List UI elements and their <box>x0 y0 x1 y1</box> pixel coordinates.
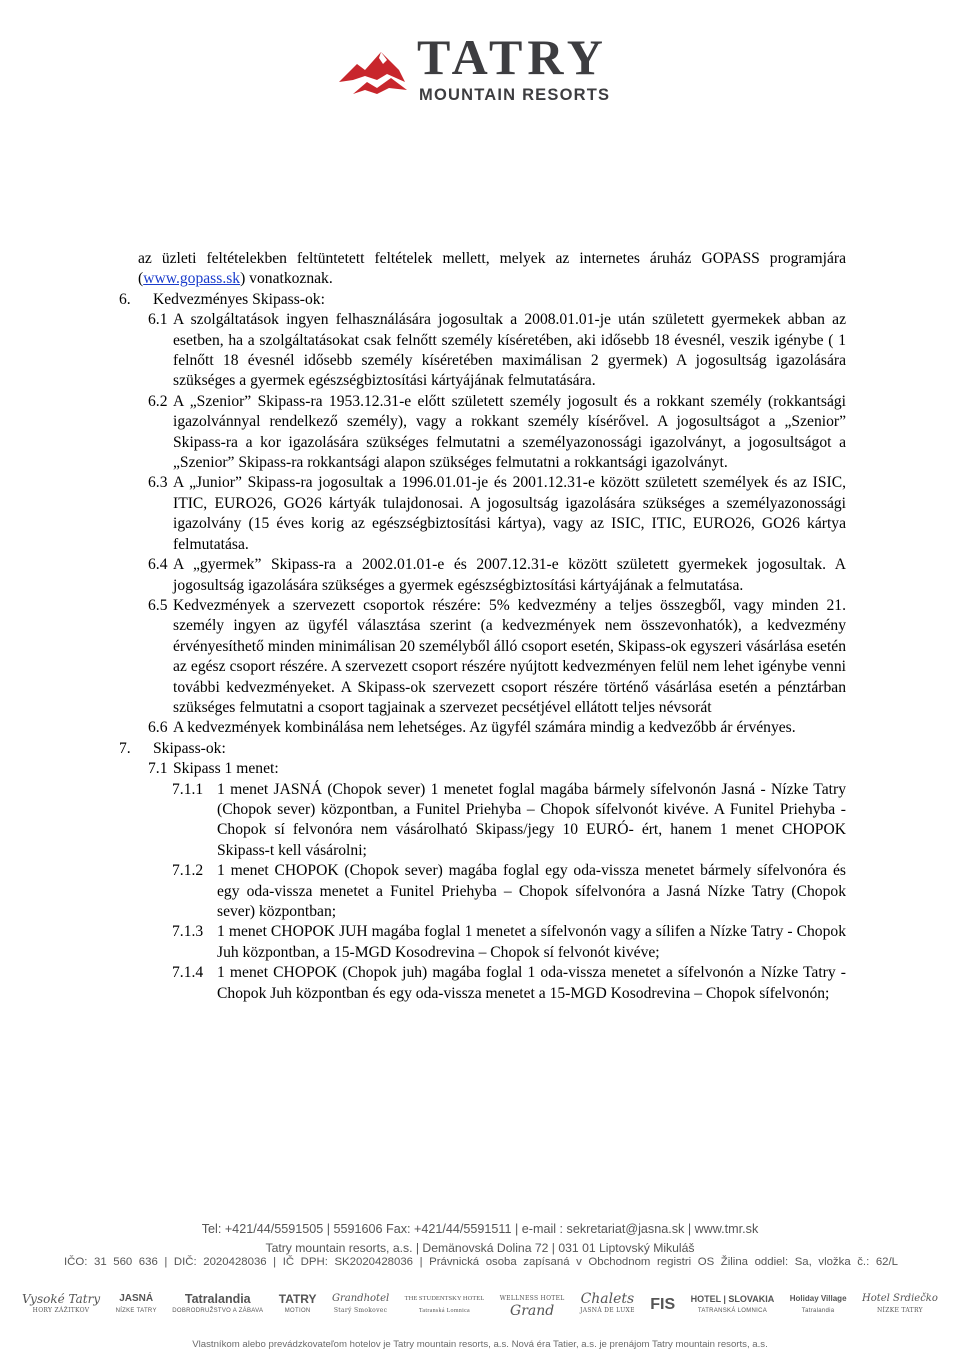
section-6-6: 6.6 A kedvezmények kombinálása nem lehetséges. Az ügyfél számára mindig a kedvezőbb ár érvényes. <box>148 719 796 737</box>
partner-logos <box>22 1284 938 1326</box>
section-7-1-2: 7.1.2 1 menet CHOPOK (Chopok sever) magába foglal egy oda-vissza menetet bármely sífelvonóra és egy oda-vissza menetet a Funitel Priehyba – Chopok sífelvonóra a Jasná Nízke Tatry (Chopok sever) központban; <box>172 862 846 920</box>
partner-logo-studentsky-hotel: THE STUDENTSKY HOTEL Tatranská Lomnica <box>404 1295 485 1314</box>
partner-logo-chalets: Chalets JASNÁ DE LUXE <box>580 1291 635 1314</box>
section-7-1: 7.1 Skipass 1 menet: <box>148 760 279 778</box>
footer-registry: IČO: 31 560 636 | DIČ: 2020428036 | IČ DPH: SK2020428036 | Právnická osoba zapísaná v Obchodnom registri OS Žilina oddiel: Sa, vložka č.: 62/L <box>64 1256 898 1268</box>
section-7-1-4: 7.1.4 1 menet CHOPOK (Chopok juh) magába foglal 1 oda-vissza menetet a sífelvonón a Nízke Tatry - Chopok Juh központban és egy oda-vissza menetet a 15-MGD Kosodrevina – Chopok sífelvonón; <box>172 964 846 1002</box>
brand-subtitle: MOUNTAIN RESORTS <box>419 86 611 104</box>
section-6-5: 6.5 Kedvezmények a szervezett csoportok részére: 5% kedvezmény a teljes összegből, vagy minden 21. személy ingyen az ügyfél választása szerint (a kedvezmények nem összevonhatók), a kedvezmény érvényesíthető minden minimálisan 20 személyből álló csoport esetén, Skipass-ok egyszeri vásárlása esetén az egész csoport részére. A szervezett csoport részére nyújtott kedvezményen felül nem lehet igénybe venni további kedvezményeket. A Skipass-ok szervezett csoport részére történő vásárlása esetén a pénztárban szükséges felmutatni a csoport tagjainak a szervezet pecsétjével ellátott teljes névsorát <box>148 596 846 716</box>
tatry-logo <box>335 30 625 110</box>
section-6-1: 6.1 A szolgáltatások ingyen felhasználására jogosultak a 2008.01.01-je után született gyermekek abban az esetben, ha a szolgáltatásokat csak felnőtt személy kíséretében, aki idősebb 18 évesnél, veszik igénybe ( 1 felnőtt 18 évesnél idősebb személy kíséretében maximálisan 2 gyermek) A jogosultság igazolására szükséges a gyermek egészségbiztosítási kártyájának felmutatására. <box>148 311 846 390</box>
section-7-heading: 7. Skipass-ok: <box>119 739 226 757</box>
gopass-link[interactable]: www.gopass.sk <box>143 270 241 288</box>
brand-name: TATRY <box>417 29 608 85</box>
partner-logo-jasna: JASNÁ NÍZKE TATRY <box>115 1293 157 1314</box>
document-body <box>119 249 846 1004</box>
footer-ownership-note: Vlastníkom alebo prevádzkovateľom hotelov je Tatry mountain resorts, a.s. Nová éra Tatier, a.s. je prenájom Tatry mountain resorts, a.s. <box>192 1339 768 1350</box>
section-7-1-1: 7.1.1 1 menet JASNÁ (Chopok sever) 1 menetet foglal magába bármely sífelvonón Jasná - Nízke Tatry (Chopok sever) központban, a Funitel Priehyba – Chopok sífelvonót kivéve. A Funitel Priehyba - Chopok sí felvonóra nem vásárolható Skipass/jegy 10 EURÓ- ért, hanem 1 menet CHOPOK Skipass-t kell vásárolni; <box>172 780 846 859</box>
partner-logo-tatralandia: Tatralandia DOBRODRUŽSTVO A ZÁBAVA <box>172 1292 264 1314</box>
partner-logo-vysoke-tatry: Vysoké Tatry HORY ZÁŽITKOV <box>22 1292 101 1314</box>
intro-paragraph: az üzleti feltételekben feltüntetett feltételek mellett, melyek az internetes áruház GOPASS programjára (www.gopass.sk) vonatkoznak. <box>138 250 846 288</box>
partner-logo-grandhotel: Grandhotel Starý Smokovec <box>332 1293 390 1314</box>
partner-logo-fis: FIS <box>650 1296 676 1313</box>
section-6-3: 6.3 A „Junior” Skipass-ra jogosultak a 1996.01.01-je és 2001.12.31-e között született személyek és az ISIC, ITIC, EURO26, GO26 kártyák tulajdonosai. A jogosultság igazolására szükséges a személyazonossági igazolvány (15 éves korig az egészségbiztosítási kártya), vagy az ISIC, ITIC, EURO26, GO26 kártya felmutatása. <box>148 474 846 553</box>
partner-logo-tatry-motion: TATRY MOTION <box>278 1292 317 1314</box>
partner-logo-hotel-slovakia: HOTEL | SLOVAKIA TATRANSKÁ LOMNICA <box>690 1294 775 1314</box>
partner-logo-hotel-srdiecko: Hotel Srdiečko NÍZKE TATRY <box>861 1293 938 1314</box>
section-6-2: 6.2 A „Szenior” Skipass-ra 1953.12.31-e előtt született személy jogosult és a rokkant személy (rokkantsági igazolvánnyal rendelkező személy), vagy a rokkant személy kísérővel. A jogosultságot a „Szenior” Skipass-ra a kor igazolására szükséges felmutatni a személyazonossági igazolványt, a jogosultságot a „Szenior” Skipass-ra rokkantsági alapon szükséges felmutatni a rokkantsági igazolványt. <box>148 392 846 472</box>
footer-address: Tatry mountain resorts, a.s. | Demänovská Dolina 72 | 031 01 Liptovský Mikuláš <box>265 1241 695 1255</box>
section-7-1-3: 7.1.3 1 menet CHOPOK JUH magába foglal 1 menetet a sífelvonón vagy a sílifen a Nízke Tatry - Chopok Juh központban, a 15-MGD Kosodrevina – Chopok sí felvonót kivéve; <box>172 923 846 961</box>
partner-logo-grand-wellness: WELLNESS HOTEL Grand <box>499 1295 565 1319</box>
section-6-4: 6.4 A „gyermek” Skipass-ra a 2002.01.01-e és 2007.12.31-e között született gyermekek jogosultak. A jogosultság igazolására szükséges a gyermek egészségbiztosítási kártyájának a felmutatása. <box>148 556 846 594</box>
partner-logo-holiday-village: Holiday Village Tatralandia <box>789 1294 847 1314</box>
section-6-heading: 6. Kedvezményes Skipass-ok: <box>119 290 325 308</box>
footer-contact: Tel: +421/44/5591505 | 5591606 Fax: +421/44/5591511 | e-mail : sekretariat@jasna.sk | www.tmr.sk <box>201 1222 759 1236</box>
mountain-logo-icon <box>335 30 415 110</box>
